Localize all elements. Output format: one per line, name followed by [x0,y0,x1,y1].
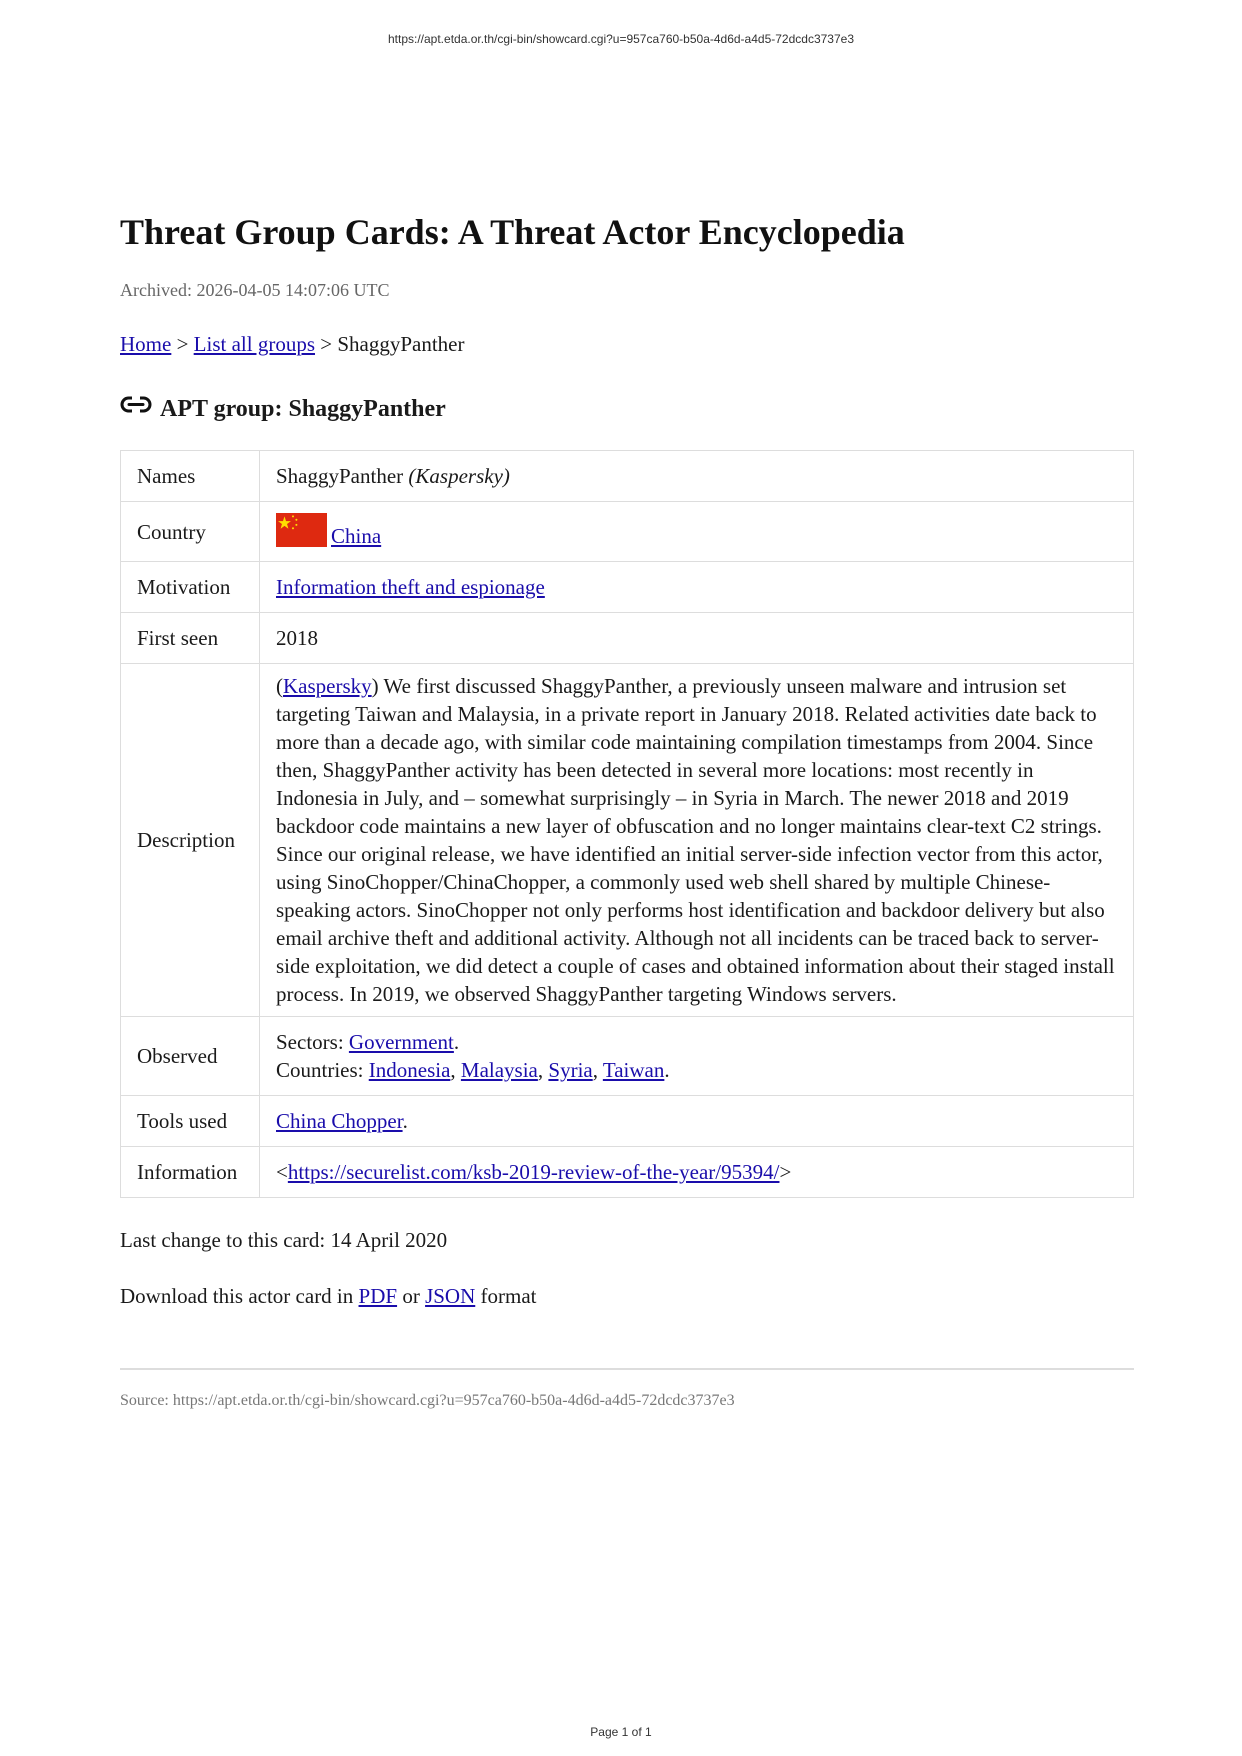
country-link[interactable] [276,524,381,548]
names-source: (Kaspersky) [408,464,510,488]
link-icon [120,396,152,414]
breadcrumb-current: ShaggyPanther [337,332,465,356]
description-source-link[interactable]: Kaspersky [283,674,372,698]
country-link-indonesia[interactable]: Indonesia [368,1058,451,1082]
names-cell [260,451,1134,502]
information-label: Information [121,1147,260,1198]
first-seen-label: First seen [121,613,260,664]
country-cell [260,502,1134,562]
comma: , [450,1058,461,1082]
description-paren: ( [276,674,283,698]
period: . [664,1058,670,1082]
countries-label: Countries: [276,1058,369,1082]
apt-group-title: APT group: ShaggyPanther [160,396,446,422]
comma: , [537,1058,549,1082]
motivation-row [121,562,1134,613]
tools-label: Tools used [121,1096,260,1147]
country-link-taiwan[interactable]: Taiwan [602,1058,665,1082]
breadcrumb-home-link[interactable]: Home [120,332,172,356]
observed-countries [276,1056,1117,1084]
download-or: or [397,1284,426,1308]
tool-link-china-chopper[interactable]: China Chopper [276,1109,403,1133]
apt-group-heading [120,394,1134,424]
information-link[interactable]: https://securelist.com/ksb-2019-review-of-the-year/95394/ [287,1160,780,1184]
download-prefix: Download this actor card in [120,1284,359,1308]
first-seen-row [121,613,1134,664]
page-title: Threat Group Cards: A Threat Actor Encyclopedia [120,212,905,252]
country-link-syria[interactable]: Syria [548,1058,593,1082]
description-cell [260,664,1134,1017]
description-label: Description [121,664,260,1017]
description-text: ) We first discussed ShaggyPanther, a previously unseen malware and intrusion set targeting Taiwan and Malaysia, in a private report in January 2018. Related activities date back to more than a decade ago, with similar code maintaining compilation timestamps from 2004. Since then, ShaggyPanther activity has been detected in several more locations: most recently in Indonesia in July, and – somewhat surprisingly – in Syria in March. The newer 2018 and 2019 backdoor code maintains a new layer of obfuscation and no longer maintains clear-text C2 strings. Since our original release, we have identified an initial server-side infection vector from this actor, using SinoChopper/ChinaChopper, a commonly used web shell shared by multiple Chinese-speaking actors. SinoChopper not only performs host identification and backdoor delivery but also email archive theft and additional activity. Although not all incidents can be traced back to server-side exploitation, we did detect a couple of cases and obtained information about their staged install process. In 2019, we observed ShaggyPanther targeting Windows servers. [276,674,1115,1006]
download-json-link[interactable]: JSON [425,1284,476,1308]
names-value: ShaggyPanther [276,464,409,488]
names-label: Names [121,451,260,502]
tools-row [121,1096,1134,1147]
observed-sectors [276,1028,1117,1056]
print-header-url: https://apt.etda.or.th/cgi-bin/showcard.cgi?u=957ca760-b50a-4d6d-a4d5-72dcdc3737e3 [387,32,854,46]
source-url: Source: https://apt.etda.or.th/cgi-bin/showcard.cgi?u=957ca760-b50a-4d6d-a4d5-72dcdc3737e3 [120,1392,735,1409]
sectors-label: Sectors: [276,1030,349,1054]
observed-row [121,1017,1134,1096]
breadcrumb [120,330,1134,358]
china-flag-icon [276,513,327,547]
country-value: China [331,524,382,548]
actor-card-table [120,450,1134,1198]
breadcrumb-separator: > [315,332,338,356]
download-line [120,1282,1134,1310]
country-label: Country [121,502,260,562]
sector-link[interactable]: Government [348,1030,454,1054]
archived-timestamp: Archived: 2026-04-05 14:07:06 UTC [120,280,390,300]
first-seen-value: 2018 [260,613,1134,664]
main-content [120,210,1134,1410]
period: . [402,1109,408,1133]
angle-open: < [276,1160,288,1184]
country-row [121,502,1134,562]
motivation-cell [260,562,1134,613]
observed-label: Observed [121,1017,260,1096]
country-link-malaysia[interactable]: Malaysia [460,1058,538,1082]
period: . [453,1030,460,1054]
last-change: Last change to this card: 14 April 2020 [120,1228,448,1252]
download-suffix: format [475,1284,537,1308]
tools-cell [260,1096,1134,1147]
motivation-label: Motivation [121,562,260,613]
download-pdf-link[interactable]: PDF [358,1284,398,1308]
observed-cell [260,1017,1134,1096]
motivation-link[interactable]: Information theft and espionage [276,575,545,599]
breadcrumb-separator: > [171,332,194,356]
information-cell [260,1147,1134,1198]
information-row [121,1147,1134,1198]
page-number: Page 1 of 1 [590,1725,652,1739]
divider [120,1368,1134,1370]
comma: , [592,1058,603,1082]
breadcrumb-list-groups-link[interactable]: List all groups [193,332,315,356]
angle-close: > [779,1160,792,1184]
description-row [121,664,1134,1017]
names-row [121,451,1134,502]
